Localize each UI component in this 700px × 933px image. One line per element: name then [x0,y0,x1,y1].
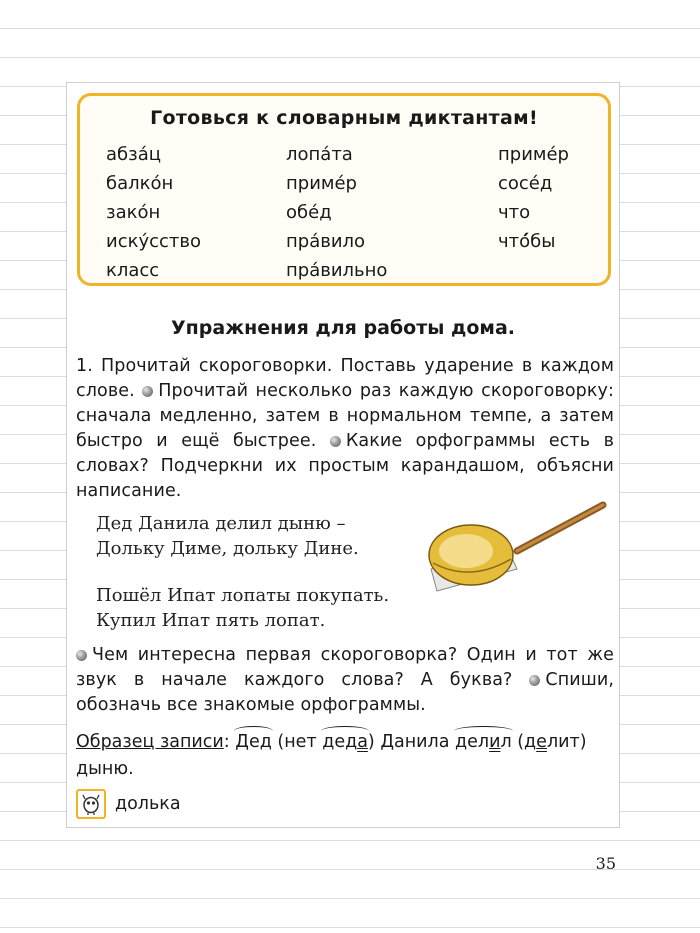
shovel-illustration [421,499,613,609]
vocabulary-word: зако́н [106,202,161,223]
vocabulary-word: абза́ц [106,144,161,165]
tongue-twister-1 [96,511,359,561]
vocabulary-word: обе́д [286,202,332,223]
vocabulary-column-3 [498,140,569,256]
sample-label: Образец записи [76,732,224,752]
vocabulary-word: чтó́бы [498,231,556,252]
textbook-page [66,82,620,828]
sample-word: Данила [380,732,450,752]
vocabulary-word: сосе́д [498,173,553,194]
vocabulary-word: балко́н [106,173,174,194]
owl-icon [76,789,106,819]
vocabulary-word: что [498,202,531,223]
sample-word: дыню. [76,759,134,779]
bullet-icon [330,436,341,447]
vocabulary-word: приме́р [498,144,569,165]
exercise-2-task: Спиши, обозначь все знакомые орфограммы. [76,670,614,715]
sample-word: деда [322,729,368,756]
poem-line: Дед Данила делил дыню – [96,513,346,534]
exercises-title: Упражнения для работы дома. [171,317,515,339]
exercise-1-reading-task: Прочитай несколько раз каждую скороговорку: сначала медленно, затем в нормальном темпе, а затем быстро и ещё быстрее. [76,381,614,451]
poem-line: Пошёл Ипат лопаты покупать. [96,585,390,606]
exercise-1-text [76,354,614,504]
page-number: 35 [595,854,616,873]
sample-word: Дед [235,729,272,756]
vocabulary-word: пра́вило [286,231,366,252]
sample-record: Образец записи: Дед (нет деда) Данила делил (делит) дыню. [76,729,614,783]
vocabulary-word: лопа́та [286,144,353,165]
sample-word: (нет [277,732,317,752]
poem-line: Дольку Диме, дольку Дине. [96,538,359,559]
word-of-day [76,789,181,819]
exercise-1-instruction: 1. Прочитай скороговорки. Поставь ударение в каждом слове. [76,356,614,401]
vocabulary-word: иску́сство [106,231,202,252]
vocabulary-column-2 [286,140,387,285]
exercise-2-text [76,643,614,718]
exercise-2-question: Чем интересна первая скороговорка? Один и тот же звук в начале каждого слова? А буква? [76,645,614,690]
sample-word: делил [455,729,512,756]
bullet-icon [76,650,87,661]
vocabulary-title: Готовься к словарным диктантам! [150,107,538,129]
word-of-day-text: долька [115,794,181,814]
vocabulary-box [77,93,611,286]
sample-word: (делит) [517,732,587,752]
poem-line: Купил Ипат пять лопат. [96,610,326,631]
bullet-icon [142,386,153,397]
vocabulary-word: пра́вильно [286,260,388,281]
exercise-1-spelling-task: Какие орфограммы есть в словах? Подчеркни их простым карандашом, объясни написание. [76,431,614,501]
tongue-twister-2 [96,583,389,633]
vocabulary-column-1 [106,140,201,285]
vocabulary-word: приме́р [286,173,357,194]
bullet-icon [529,675,540,686]
vocabulary-word: класс [106,260,160,281]
